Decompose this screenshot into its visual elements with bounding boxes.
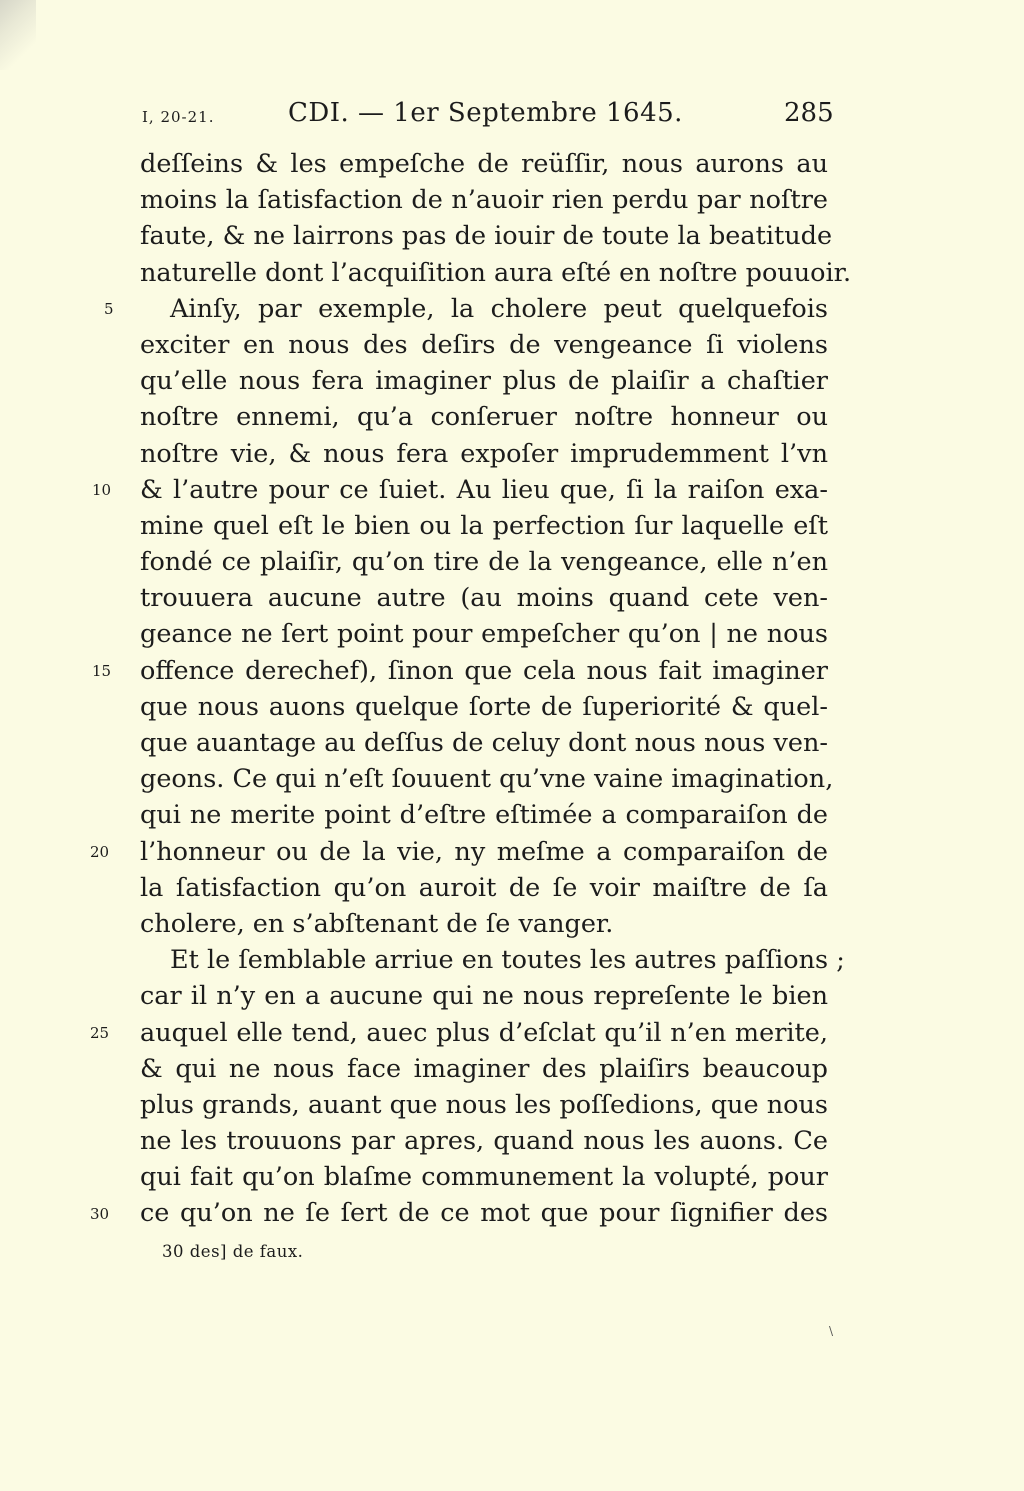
line-number: 30 [90,1204,110,1223]
text-line: trouuera aucune autre (au moins quand cete ven- [140,583,828,614]
text-line: l’honneur ou de la vie, ny meſme a comparaiſon de [140,836,828,867]
text-line: ce qu’on ne ſe ſert de ce mot que pour ſignifier des [140,1198,828,1229]
text-line: & qui ne nous face imaginer des plaiſirs beaucoup [140,1053,828,1084]
text-line: noſtre vie, & nous fera expoſer imprudemment l’vn [140,438,828,469]
text-line: naturelle dont l’acquiſition aura eſté en noſtre pouuoir. [140,257,852,288]
text-line: moins la ſatisfaction de n’auoir rien perdu par noſtre [140,185,828,216]
page-corner-shadow [0,0,36,70]
text-line: qui ne merite point d’eſtre eſtimée a comparaiſon de [140,800,828,831]
text-line: qu’elle nous fera imaginer plus de plaiſir a chaſtier [140,366,828,397]
line-number: 5 [104,299,114,318]
text-line: & l’autre pour ce ſuiet. Au lieu que, ſi la raiſon exa- [140,474,828,505]
text-line: Et le ſemblable arriue en toutes les autres paſſions ; [170,945,845,976]
text-line: geance ne ſert point pour empeſcher qu’on | ne nous [140,619,828,650]
line-number: 25 [90,1023,110,1042]
text-line: car il n’y en a aucune qui ne nous repreſente le bien [140,981,828,1012]
text-line: mine quel eſt le bien ou la perfection ſur laquelle eſt [140,510,828,541]
text-line: la ſatisfaction qu’on auroit de ſe voir maiſtre de ſa [140,872,828,903]
text-line: plus grands, auant que nous les poſſedions, que nous [140,1089,828,1120]
print-speck: \ [829,1324,834,1338]
text-line: noſtre ennemi, qu’a conſeruer noſtre honneur ou [140,402,828,433]
text-line: offence derechef), ſinon que cela nous fait imaginer [140,655,828,686]
text-line: fondé ce plaiſir, qu’on tire de la vengeance, elle n’en [140,547,828,578]
line-number: 15 [92,661,112,680]
body-text [140,146,852,1232]
text-line: qui fait qu’on blaſme communement la volupté, pour [140,1162,828,1193]
text-line: faute, & ne lairrons pas de iouir de toute la beatitude [140,221,833,252]
line-number: 20 [90,842,110,861]
text-line: que auantage au deſſus de celuy dont nous nous ven- [140,728,828,758]
text-line: geons. Ce qui n’eſt ſouuent qu’vne vaine imagination, [140,764,834,795]
text-line: exciter en nous des deſirs de vengeance ſi violens [140,329,828,360]
running-header [0,96,1024,140]
header-reference: I, 20-21. [142,108,215,126]
text-line: ne les trouuons par apres, quand nous les auons. Ce [140,1126,828,1157]
text-line: cholere, en s’abſtenant de ſe vanger. [140,908,614,939]
text-line: deſſeins & les empeſche de reüſſir, nous aurons au [140,149,828,179]
text-line: Ainſy, par exemple, la cholere peut quelquefois [170,293,828,324]
line-number: 10 [92,480,112,499]
footnote: 30 des] de faux. [162,1242,304,1261]
page-number: 285 [784,98,834,128]
text-line: que nous auons quelque ſorte de ſuperiorité & quel- [140,691,828,722]
text-line: auquel elle tend, auec plus d’eſclat qu’il n’en merite, [140,1017,828,1048]
header-title: CDI. — 1er Septembre 1645. [288,98,683,128]
